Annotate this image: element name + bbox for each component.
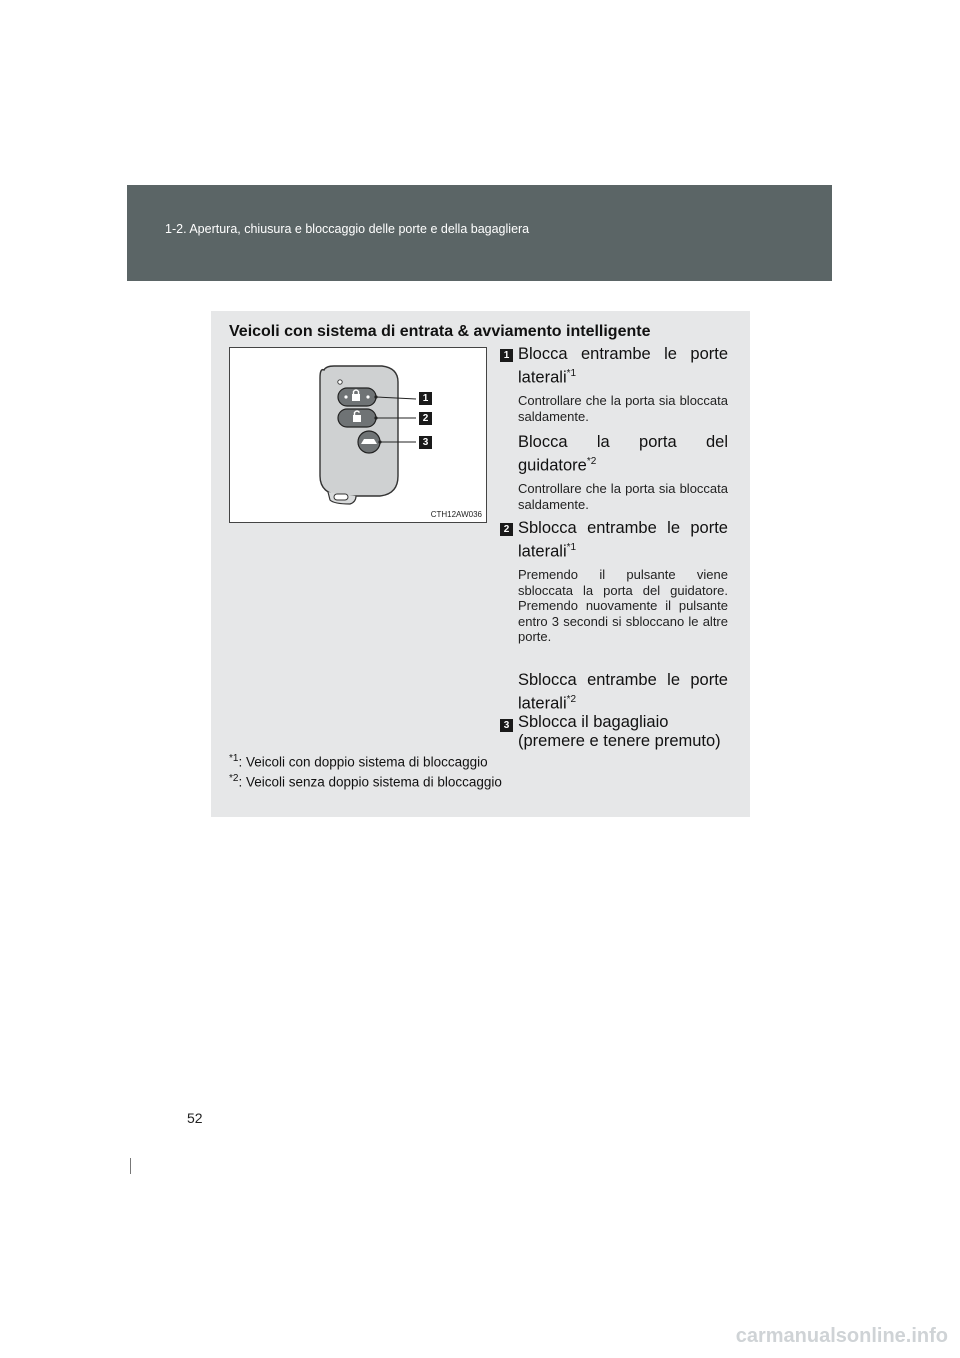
item-note: Controllare che la porta sia bloccata saldamente. [518, 393, 728, 424]
item-title: Blocca la porta del guidatore$^{*2}$ [518, 433, 728, 475]
margin-mark [130, 1158, 131, 1174]
page-number: 52 [187, 1110, 203, 1126]
section-title: 1-2. Apertura, chiusura e bloccaggio delle porte e della bagagliera [165, 222, 530, 236]
item-note: Controllare che la porta sia bloccata saldamente. [518, 481, 728, 512]
badge-1: 1 [500, 349, 513, 362]
key-fob-body [320, 366, 398, 496]
item-title: Sblocca il bagagliaio (premere e tenere premuto) [518, 713, 721, 750]
smart-key-illustration [230, 348, 486, 522]
item-title: Sblocca entrambe le porte laterali$^{*1}$ [518, 519, 728, 561]
info-panel [211, 311, 750, 817]
panel-title: Veicoli con sistema di entrata & avviamento intelligente [229, 323, 651, 340]
callout-3: 3 [419, 436, 432, 449]
badge-2: 2 [500, 523, 513, 536]
item-title: Blocca entrambe le porte laterali$^{*1}$ [518, 345, 728, 387]
figure-code: CTH12AW036 [430, 510, 482, 519]
footnote-1: $^{*1}$: Veicoli con doppio sistema di bloccaggio [229, 753, 488, 770]
badge-3: 3 [500, 719, 513, 732]
section-header-band [127, 185, 832, 281]
callout-2: 2 [419, 412, 432, 425]
footnote-2: $^{*2}$: Veicoli senza doppio sistema di bloccaggio [229, 773, 502, 790]
indicator-light [338, 380, 342, 384]
item-note: Premendo il pulsante viene sbloccata la porta del guidatore. Premendo nuovamente il pulsante entro 3 secondi si sbloccano le altre porte. [518, 567, 728, 644]
item-title: Sblocca entrambe le porte laterali$^{*2}$ [518, 671, 728, 713]
callout-1: 1 [419, 392, 432, 405]
watermark: carmanualsonline.info [735, 1325, 948, 1347]
smart-key-figure [229, 347, 487, 523]
